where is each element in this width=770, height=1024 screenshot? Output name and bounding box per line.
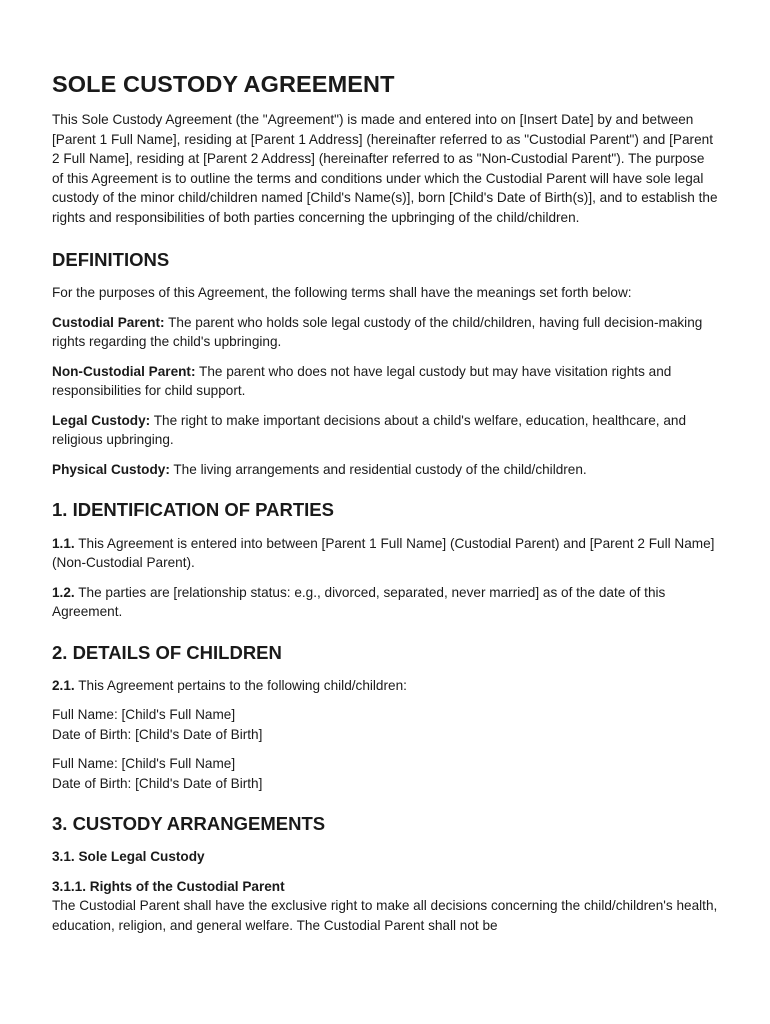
intro-paragraph: This Sole Custody Agreement (the "Agreement") is made and entered into on [Insert Date] by and between [Parent 1 Full Name], residing at [Parent 1 Address] (hereinafter referred to as "Custodial Parent") and [Parent 2 Full Name], residing at [Parent 2 Address] (hereinafter referred to as "Non-Custodial Parent"). The purpose of this Agreement is to outline the terms and conditions under which the Custodial Parent will have sole legal custody of the minor child/children named [Child's Name(s)], born [Child's Date of Birth(s)], and to establish the rights and responsibilities of both parties concerning the upbringing of the child/children. (52, 112, 718, 225)
definitions-lead: For the purposes of this Agreement, the following terms shall have the meanings set forth below: (52, 285, 632, 301)
definition-term: Legal Custody: (52, 412, 151, 428)
definition-term: Custodial Parent: (52, 314, 165, 330)
document-title: SOLE CUSTODY AGREEMENT (52, 71, 395, 97)
custodial-parent-rights-heading: 3.1.1. Rights of the Custodial Parent (52, 878, 285, 894)
clause-2-1 (52, 676, 718, 696)
identification-section (52, 499, 718, 621)
definition-text: The living arrangements and residential custody of the child/children. (169, 461, 587, 477)
clause-text: This Agreement is entered into between [Parent 1 Full Name] (Custodial Parent) and [Parent 2 Full Name] (Non-Custodial Parent). (52, 535, 715, 571)
definition-item (52, 460, 718, 480)
definition-item (52, 362, 718, 401)
clause-1-1 (52, 534, 718, 573)
section-1-heading: 1. IDENTIFICATION OF PARTIES (52, 499, 334, 521)
definition-item (52, 411, 718, 450)
definition-text: The parent who does not have legal custody but may have visitation rights and responsibilities for child support. (52, 363, 672, 399)
child-dob-line: Date of Birth: [Child's Date of Birth] (52, 726, 263, 742)
section-3-heading: 3. CUSTODY ARRANGEMENTS (52, 813, 326, 835)
child-dob-line: Date of Birth: [Child's Date of Birth] (52, 775, 263, 791)
definition-term: Non-Custodial Parent: (52, 363, 196, 379)
child-name-line: Full Name: [Child's Full Name] (52, 707, 236, 723)
clause-text: The parties are [relationship status: e.g., divorced, separated, never married] as of the date of this Agreement. (52, 584, 666, 620)
child-entry (52, 754, 718, 793)
definition-text: The parent who holds sole legal custody of the child/children, having full decision-making rights regarding the child's upbringing. (52, 314, 703, 350)
definition-term: Physical Custody: (52, 461, 170, 477)
clause-text: This Agreement pertains to the following child/children: (74, 677, 407, 693)
sole-legal-custody-heading: 3.1. Sole Legal Custody (52, 849, 205, 865)
definitions-section (52, 249, 718, 479)
custodial-parent-rights-text: The Custodial Parent shall have the exclusive right to make all decisions concerning the child/children's health, education, religion, and general welfare. The Custodial Parent shall not be (52, 898, 718, 933)
child-name-line: Full Name: [Child's Full Name] (52, 756, 236, 772)
section-2-heading: 2. DETAILS OF CHILDREN (52, 641, 282, 663)
definition-item (52, 313, 718, 352)
definition-text: The right to make important decisions about a child's welfare, education, healthcare, and religious upbringing. (52, 412, 687, 448)
custody-section (52, 813, 718, 935)
children-section (52, 642, 718, 794)
clause-number: 1.1. (52, 535, 75, 551)
definitions-heading: DEFINITIONS (52, 249, 170, 271)
clause-number: 2.1. (52, 677, 75, 693)
child-entry (52, 705, 718, 744)
clause-number: 1.2. (52, 584, 75, 600)
clause-1-2 (52, 583, 718, 622)
